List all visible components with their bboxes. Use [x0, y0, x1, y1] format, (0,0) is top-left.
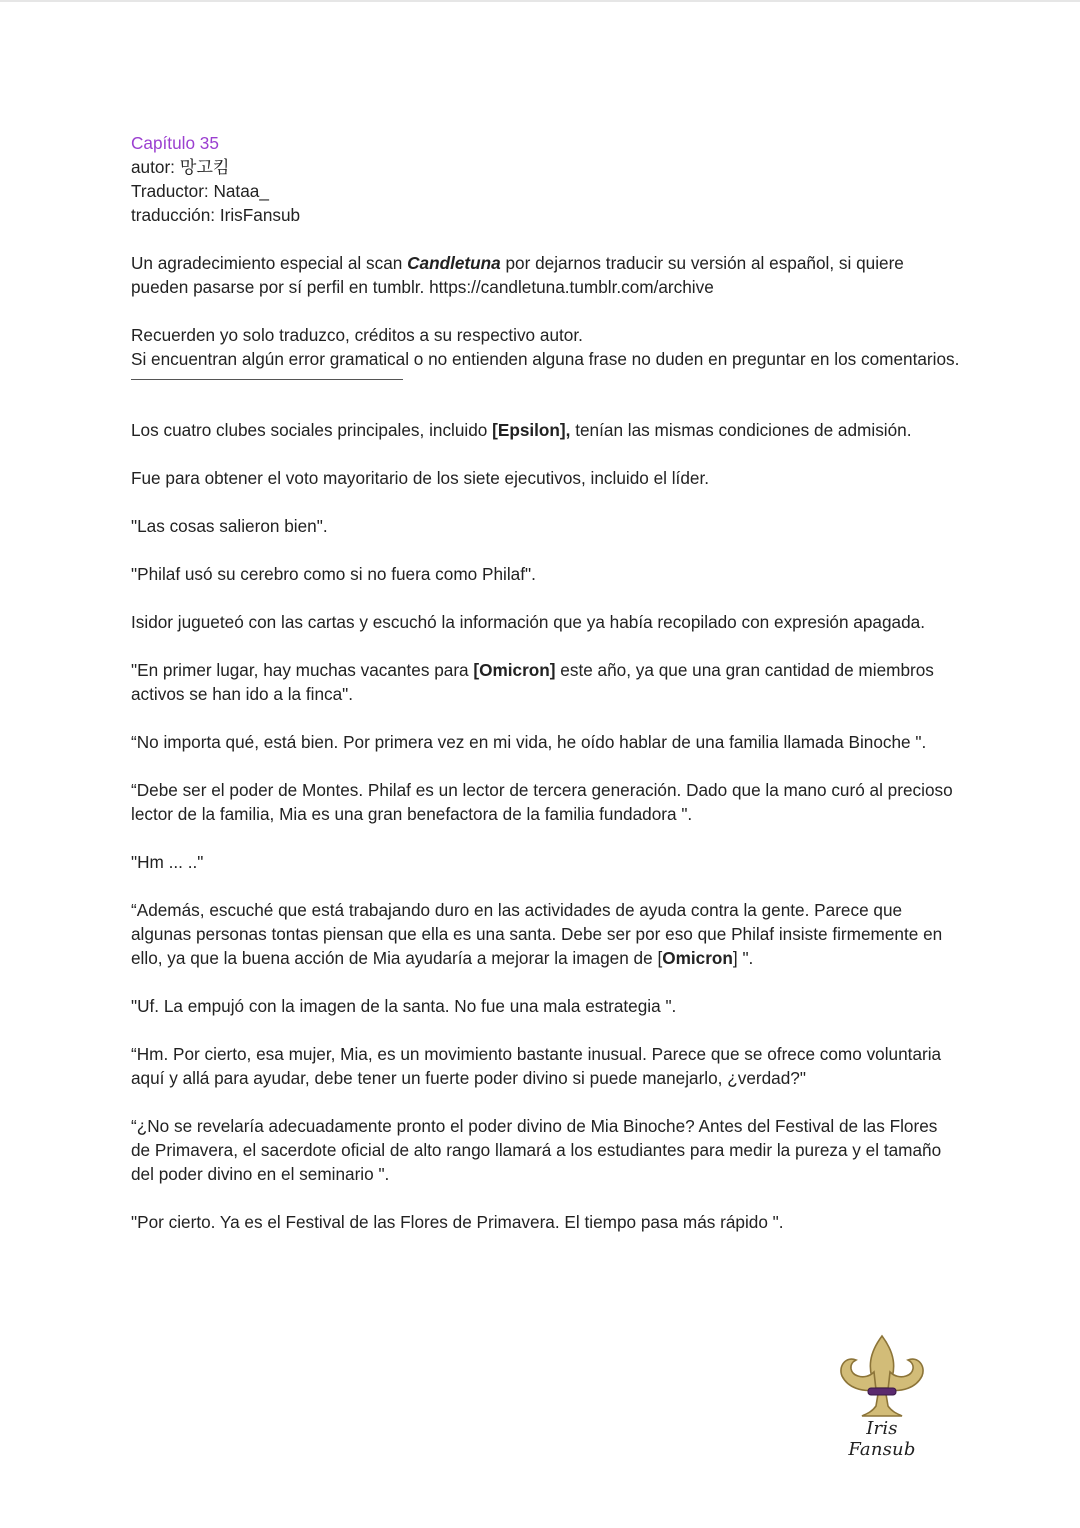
author-line: autor: 망고킴 [131, 157, 230, 177]
note-line-1: Recuerden yo solo traduzco, créditos a su respectivo autor. [131, 325, 583, 345]
epsilon-bold: [Epsilon], [492, 420, 571, 440]
separator-line [131, 379, 403, 380]
iris-fansub-logo [832, 1332, 932, 1460]
paragraph-8: “Debe ser el poder de Montes. Philaf es un lector de tercera generación. Dado que la mano curó al precioso lector de la familia, Mia es una gran benefactora de la familia fundadora ". [131, 780, 953, 824]
thanks-text-after: por dejarnos traducir su versión al español, si quiere pueden pasarse por sí perfil en tumblr. https://candletuna.tumblr.com/archive [131, 253, 904, 297]
paragraph-3: "Las cosas salieron bien". [131, 516, 328, 536]
paragraph-13: “¿No se revelaría adecuadamente pronto el poder divino de Mia Binoche? Antes del Festival de las Flores de Primavera, el sacerdote oficial de alto rango llamará a los estudiantes para medir la pureza y el tamaño del poder divino en el seminario ". [131, 1116, 942, 1184]
translator-line: Traductor: Nataa_ [131, 181, 269, 201]
paragraph-10-before: “Además, escuché que está trabajando duro en las actividades de ayuda contra la gente. Parece que algunas personas tontas piensan que ella es una santa. Debe ser por eso que Philaf insiste firmemente en ello, ya que la buena acción de Mia ayudaría a mejorar la imagen de [ [131, 900, 943, 968]
note-line-2: Si encuentran algún error gramatical o no entienden alguna frase no duden en preguntar en los comentarios. [131, 349, 960, 369]
paragraph-9: "Hm ... .." [131, 852, 204, 872]
omicron-bold: [Omicron] [473, 660, 556, 680]
paragraph-6 [131, 658, 961, 706]
paragraph-1 [131, 418, 961, 442]
top-border [0, 0, 1080, 2]
paragraph-7: “No importa qué, está bien. Por primera vez en mi vida, he oído hablar de una familia llamada Binoche ". [131, 732, 927, 752]
paragraph-4: "Philaf usó su cerebro como si no fuera como Philaf". [131, 564, 536, 584]
fleur-de-lis-icon [832, 1332, 932, 1422]
thanks-text-before: Un agradecimiento especial al scan [131, 253, 408, 273]
paragraph-6-after: este año, ya que una gran cantidad de miembros activos se han ido a la finca". [131, 660, 934, 704]
omicron-bold-2: Omicron [662, 948, 733, 968]
chapter-title: Capítulo 35 [131, 133, 219, 153]
translation-line: traducción: IrisFansub [131, 205, 301, 225]
paragraph-11: "Uf. La empujó con la imagen de la santa. No fue una mala estrategia ". [131, 996, 677, 1016]
paragraph-10-after: ] ". [732, 948, 754, 968]
paragraph-6-before: "En primer lugar, hay muchas vacantes para [131, 660, 474, 680]
paragraph-1-before: Los cuatro clubes sociales principales, incluido [131, 420, 493, 440]
chapter-header [131, 131, 961, 227]
notes-paragraph [131, 323, 961, 371]
paragraph-14: "Por cierto. Ya es el Festival de las Flores de Primavera. El tiempo pasa más rápido ". [131, 1212, 784, 1232]
paragraph-12: “Hm. Por cierto, esa mujer, Mia, es un movimiento bastante inusual. Parece que se ofrece como voluntaria aquí y allá para ayudar, debe tener un fuerte poder divino si puede manejarlo, ¿verdad?" [131, 1044, 942, 1088]
paragraph-10 [131, 898, 961, 970]
thanks-paragraph [131, 251, 961, 299]
paragraph-1-after: tenían las mismas condiciones de admisión. [570, 420, 912, 440]
logo-text: Iris Fansub [848, 1418, 916, 1460]
paragraph-2: Fue para obtener el voto mayoritario de los siete ejecutivos, incluido el líder. [131, 468, 710, 488]
scan-name: Candletuna [407, 253, 501, 273]
paragraph-5: Isidor jugueteó con las cartas y escuchó la información que ya había recopilado con expresión apagada. [131, 612, 925, 632]
document-body [131, 131, 961, 1258]
